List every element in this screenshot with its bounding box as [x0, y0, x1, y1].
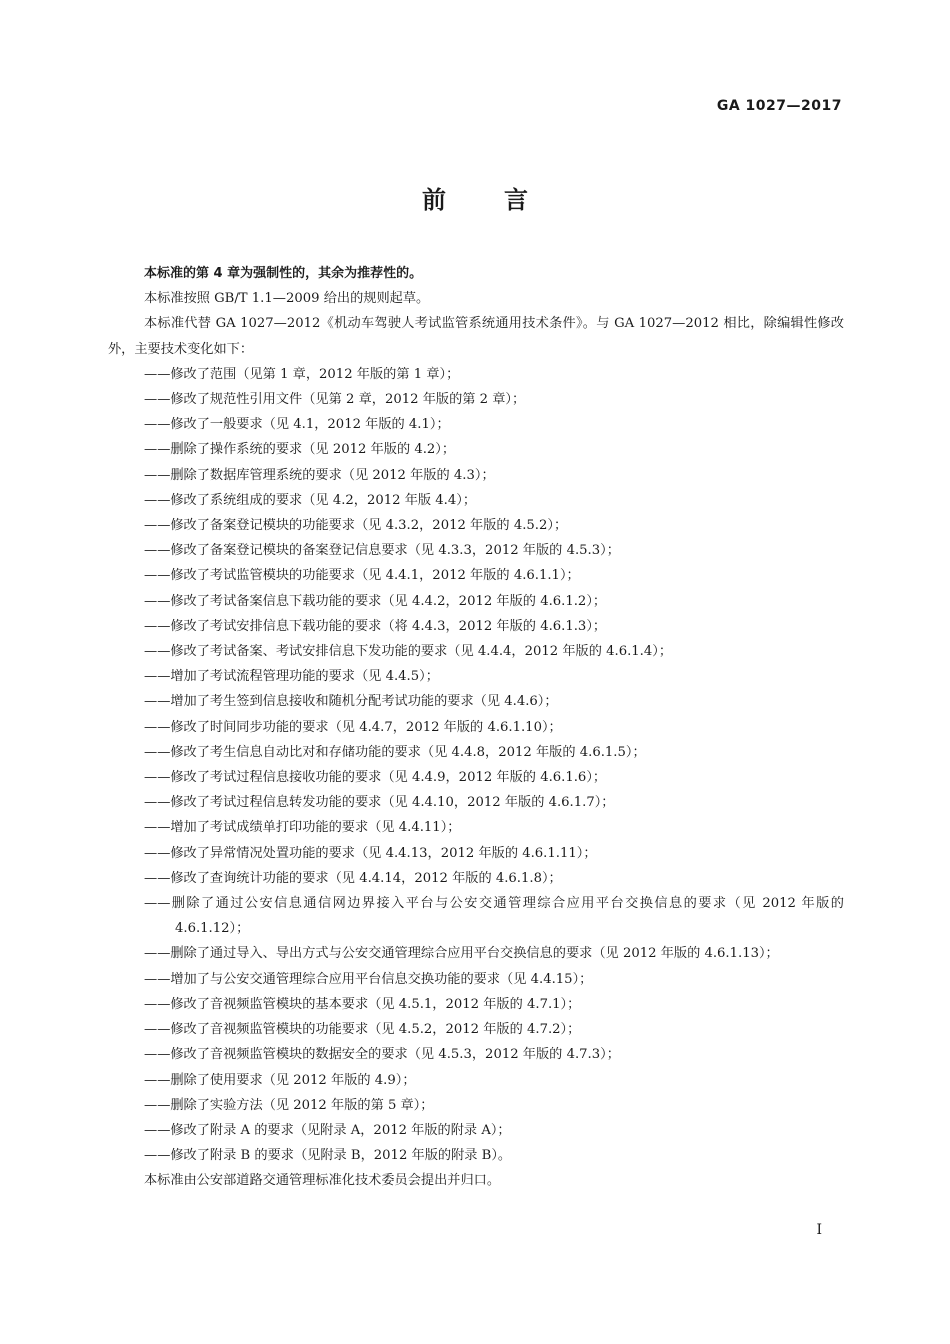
change-item: ——修改了备案登记模块的备案登记信息要求（见 4.3.3，2012 年版的 4.5.3）；	[144, 543, 620, 559]
proposed-by-paragraph: 本标准由公安部道路交通管理标准化技术委员会提出并归口。	[144, 1173, 501, 1189]
change-item: ——删除了通过导入、导出方式与公安交通管理综合应用平台交换信息的要求（见 2012 年版的 4.6.1.13）；	[144, 946, 779, 962]
change-item: ——修改了附录 B 的要求（见附录 B，2012 年版的附录 B）。	[144, 1148, 512, 1164]
change-item: ——删除了数据库管理系统的要求（见 2012 年版的 4.3）；	[144, 467, 495, 483]
change-item: ——修改了考生信息自动比对和存储功能的要求（见 4.4.8，2012 年版的 4.6.1.5）；	[144, 744, 646, 760]
change-item: ——修改了考试监管模块的功能要求（见 4.4.1，2012 年版的 4.6.1.1）；	[144, 568, 580, 584]
change-item: ——修改了考试安排信息下载功能的要求（将 4.4.3，2012 年版的 4.6.1.3）；	[144, 618, 607, 634]
change-item: ——修改了时间同步功能的要求（见 4.4.7，2012 年版的 4.6.1.10）；	[144, 719, 562, 735]
replacement-paragraph: 本标准代替 GA 1027—2012《机动车驾驶人考试监管系统通用技术条件》。与 GA 1027—2012 相比，除编辑性修改外，主要技术变化如下：	[108, 316, 844, 357]
change-item: ——增加了考试成绩单打印功能的要求（见 4.4.11）；	[144, 820, 461, 836]
change-item: ——修改了考试过程信息转发功能的要求（见 4.4.10，2012 年版的 4.6.1.7）；	[144, 795, 615, 811]
change-item: ——删除了通过公安信息通信网边界接入平台与公安交通管理综合应用平台交换信息的要求（见 2012 年版的 4.6.1.12）；	[144, 896, 844, 937]
change-item: ——修改了考试过程信息接收功能的要求（见 4.4.9，2012 年版的 4.6.1.6）；	[144, 770, 607, 786]
change-item: ——增加了考试流程管理功能的要求（见 4.4.5）；	[144, 669, 439, 685]
change-item: ——删除了实验方法（见 2012 年版的第 5 章）；	[144, 1097, 434, 1113]
change-item: ——修改了考试备案、考试安排信息下发功能的要求（见 4.4.4，2012 年版的 4.6.1.4）；	[144, 644, 673, 660]
change-item: ——修改了系统组成的要求（见 4.2，2012 年版 4.4）；	[144, 492, 477, 508]
change-item: ——修改了音视频监管模块的基本要求（见 4.5.1，2012 年版的 4.7.1）；	[144, 996, 581, 1012]
standard-number: GA 1027—2017	[716, 98, 842, 114]
change-item: ——修改了附录 A 的要求（见附录 A，2012 年版的附录 A）；	[144, 1122, 511, 1138]
change-item: ——修改了一般要求（见 4.1，2012 年版的 4.1）；	[144, 417, 450, 433]
change-item: ——增加了考生签到信息接收和随机分配考试功能的要求（见 4.4.6）；	[144, 694, 558, 710]
change-item: ——修改了音视频监管模块的功能要求（见 4.5.2，2012 年版的 4.7.2）；	[144, 1022, 581, 1038]
change-item: ——增加了与公安交通管理综合应用平台信息交换功能的要求（见 4.4.15）；	[144, 971, 593, 987]
change-item: ——修改了备案登记模块的功能要求（见 4.3.2，2012 年版的 4.5.2）；	[144, 518, 568, 534]
change-item: ——修改了查询统计功能的要求（见 4.4.14，2012 年版的 4.6.1.8）；	[144, 870, 562, 886]
technical-changes-list	[108, 362, 844, 1169]
mandatory-statement: 本标准的第 4 章为强制性的，其余为推荐性的。	[144, 266, 423, 281]
page-title: 前言	[422, 186, 586, 214]
change-item: ——删除了使用要求（见 2012 年版的 4.9）；	[144, 1072, 416, 1088]
change-item: ——删除了操作系统的要求（见 2012 年版的 4.2）；	[144, 442, 456, 458]
change-item: ——修改了考试备案信息下载功能的要求（见 4.4.2，2012 年版的 4.6.1.2）；	[144, 593, 607, 609]
foreword-body	[108, 261, 844, 1194]
change-item: ——修改了规范性引用文件（见第 2 章，2012 年版的第 2 章）；	[144, 392, 526, 408]
change-item: ——修改了异常情况处置功能的要求（见 4.4.13，2012 年版的 4.6.1.11）；	[144, 845, 597, 861]
change-item: ——修改了范围（见第 1 章，2012 年版的第 1 章）；	[144, 366, 460, 382]
page-number: I	[816, 1222, 822, 1238]
change-item: ——修改了音视频监管模块的数据安全的要求（见 4.5.3，2012 年版的 4.7.3）；	[144, 1047, 620, 1063]
drafting-rules-paragraph: 本标准按照 GB/T 1.1—2009 给出的规则起草。	[144, 291, 430, 307]
